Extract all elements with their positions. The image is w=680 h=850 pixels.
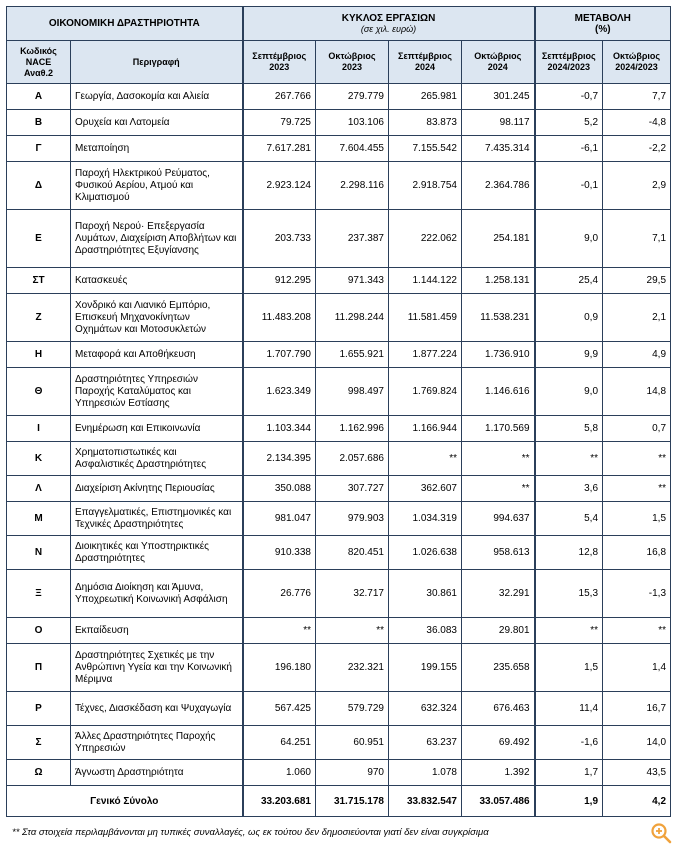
turnover-value: 676.463	[462, 692, 535, 726]
turnover-value: 1.146.616	[462, 368, 535, 416]
change-value: -4,8	[603, 110, 671, 136]
nace-code: Μ	[7, 502, 71, 536]
turnover-value: 7.155.542	[389, 136, 462, 162]
col-header-sep-2023: Σεπτέμβριος 2023	[243, 41, 316, 84]
turnover-value: 971.343	[316, 268, 389, 294]
turnover-value: 1.707.790	[243, 342, 316, 368]
activity-description: Άλλες Δραστηριότητες Παροχής Υπηρεσιών	[71, 726, 243, 760]
change-value: 25,4	[535, 268, 603, 294]
turnover-value: 69.492	[462, 726, 535, 760]
turnover-value: 1.877.224	[389, 342, 462, 368]
nace-code: Π	[7, 644, 71, 692]
activity-description: Μεταποίηση	[71, 136, 243, 162]
change-value: 4,9	[603, 342, 671, 368]
table-row	[7, 294, 671, 342]
nace-code: Λ	[7, 476, 71, 502]
turnover-value: **	[243, 618, 316, 644]
nace-code: Η	[7, 342, 71, 368]
col-header-change-oct: Οκτώβριος 2024/2023	[603, 41, 671, 84]
change-value: 9,0	[535, 368, 603, 416]
activity-description: Επαγγελματικές, Επιστημονικές και Τεχνικές Δραστηριότητες	[71, 502, 243, 536]
table-row	[7, 726, 671, 760]
nace-code: Δ	[7, 162, 71, 210]
change-value: -0,7	[535, 84, 603, 110]
turnover-value: 237.387	[316, 210, 389, 268]
turnover-value: 11.538.231	[462, 294, 535, 342]
total-label: Γενικό Σύνολο	[7, 786, 243, 817]
change-value: 16,8	[603, 536, 671, 570]
change-value: 29,5	[603, 268, 671, 294]
nace-code: Ξ	[7, 570, 71, 618]
activity-description: Χονδρικό και Λιανικό Εμπόριο, Επισκευή Μηχανοκίνητων Οχημάτων και Μοτοσυκλετών	[71, 294, 243, 342]
turnover-value: 196.180	[243, 644, 316, 692]
nace-code: Κ	[7, 442, 71, 476]
change-value: 5,4	[535, 502, 603, 536]
total-value: 33.832.547	[389, 786, 462, 817]
turnover-value: 83.873	[389, 110, 462, 136]
turnover-value: 632.324	[389, 692, 462, 726]
change-value: 0,7	[603, 416, 671, 442]
turnover-title: ΚΥΚΛΟΣ ΕΡΓΑΣΙΩΝ	[341, 13, 436, 24]
total-change: 4,2	[603, 786, 671, 817]
nace-code: Ζ	[7, 294, 71, 342]
table-row	[7, 342, 671, 368]
turnover-value: 199.155	[389, 644, 462, 692]
turnover-value: 2.923.124	[243, 162, 316, 210]
change-value: **	[603, 442, 671, 476]
turnover-value: 79.725	[243, 110, 316, 136]
table-row	[7, 502, 671, 536]
turnover-value: 981.047	[243, 502, 316, 536]
change-value: **	[603, 618, 671, 644]
turnover-value: 11.298.244	[316, 294, 389, 342]
turnover-value: 2.057.686	[316, 442, 389, 476]
nace-code: Ω	[7, 760, 71, 786]
nace-code: Ε	[7, 210, 71, 268]
change-value: 1,5	[535, 644, 603, 692]
turnover-value: **	[462, 442, 535, 476]
activity-description: Παροχή Νερού· Επεξεργασία Λυμάτων, Διαχείριση Αποβλήτων και Δραστηριότητες Εξυγίανσης	[71, 210, 243, 268]
table-body	[7, 84, 671, 786]
nace-code: ΣΤ	[7, 268, 71, 294]
nace-code: Α	[7, 84, 71, 110]
activity-description: Δραστηριότητες Σχετικές με την Ανθρώπινη Υγεία και την Κοινωνική Μέριμνα	[71, 644, 243, 692]
activity-description: Δραστηριότητες Υπηρεσιών Παροχής Καταλύματος και Υπηρεσιών Εστίασης	[71, 368, 243, 416]
turnover-value: 254.181	[462, 210, 535, 268]
change-value: 1,7	[535, 760, 603, 786]
turnover-value: 103.106	[316, 110, 389, 136]
change-value: **	[535, 618, 603, 644]
turnover-value: 222.062	[389, 210, 462, 268]
activity-description: Παροχή Ηλεκτρικού Ρεύματος, Φυσικού Αερίου, Ατμού και Κλιματισμού	[71, 162, 243, 210]
table-row	[7, 476, 671, 502]
change-value: -0,1	[535, 162, 603, 210]
table-row	[7, 84, 671, 110]
turnover-value: 7.435.314	[462, 136, 535, 162]
turnover-value: 29.801	[462, 618, 535, 644]
code-col-header: Κωδικός NACE Αναθ.2	[7, 41, 71, 84]
turnover-value: 979.903	[316, 502, 389, 536]
change-value: 7,7	[603, 84, 671, 110]
change-value: **	[603, 476, 671, 502]
turnover-value: 1.162.996	[316, 416, 389, 442]
turnover-value: 998.497	[316, 368, 389, 416]
col-header-sep-2024: Σεπτέμβριος 2024	[389, 41, 462, 84]
table-row	[7, 110, 671, 136]
nace-code: Ν	[7, 536, 71, 570]
activity-description: Μεταφορά και Αποθήκευση	[71, 342, 243, 368]
activity-description: Άγνωστη Δραστηριότητα	[71, 760, 243, 786]
activity-header: ΟΙΚΟΝΟΜΙΚΗ ΔΡΑΣΤΗΡΙΟΤΗΤΑ	[7, 7, 243, 41]
change-value: 2,1	[603, 294, 671, 342]
turnover-value: 30.861	[389, 570, 462, 618]
change-unit: (%)	[594, 23, 611, 35]
col-header-oct-2023: Οκτώβριος 2023	[316, 41, 389, 84]
total-value: 31.715.178	[316, 786, 389, 817]
nace-code: Ρ	[7, 692, 71, 726]
turnover-value: 1.144.122	[389, 268, 462, 294]
activity-description: Τέχνες, Διασκέδαση και Ψυχαγωγία	[71, 692, 243, 726]
turnover-value: 7.617.281	[243, 136, 316, 162]
change-value: 43,5	[603, 760, 671, 786]
change-value: 5,2	[535, 110, 603, 136]
change-value: 14,8	[603, 368, 671, 416]
turnover-value: 32.717	[316, 570, 389, 618]
total-value: 33.203.681	[243, 786, 316, 817]
change-value: 2,9	[603, 162, 671, 210]
turnover-value: 232.321	[316, 644, 389, 692]
turnover-value: 1.034.319	[389, 502, 462, 536]
turnover-value: 64.251	[243, 726, 316, 760]
turnover-value: 36.083	[389, 618, 462, 644]
turnover-value: 912.295	[243, 268, 316, 294]
activity-description: Χρηματοπιστωτικές και Ασφαλιστικές Δραστηριότητες	[71, 442, 243, 476]
nace-code: Θ	[7, 368, 71, 416]
activity-description: Γεωργία, Δασοκομία και Αλιεία	[71, 84, 243, 110]
table-row	[7, 570, 671, 618]
turnover-unit: (σε χιλ. ευρώ)	[360, 24, 417, 34]
table-row	[7, 760, 671, 786]
zoom-in-icon[interactable]	[650, 822, 672, 844]
turnover-value: 265.981	[389, 84, 462, 110]
turnover-value: 1.736.910	[462, 342, 535, 368]
change-value: 12,8	[535, 536, 603, 570]
total-row	[7, 786, 671, 817]
nace-code: Β	[7, 110, 71, 136]
change-value: 11,4	[535, 692, 603, 726]
nace-code: Ι	[7, 416, 71, 442]
total-change: 1,9	[535, 786, 603, 817]
table-row	[7, 162, 671, 210]
turnover-value: 350.088	[243, 476, 316, 502]
turnover-value: 32.291	[462, 570, 535, 618]
change-value: 1,5	[603, 502, 671, 536]
turnover-value: 26.776	[243, 570, 316, 618]
change-value: -1,3	[603, 570, 671, 618]
turnover-value: 2.298.116	[316, 162, 389, 210]
turnover-value: 2.134.395	[243, 442, 316, 476]
turnover-value: 235.658	[462, 644, 535, 692]
turnover-value: 1.170.569	[462, 416, 535, 442]
col-header-change-sep: Σεπτέμβριος 2024/2023	[535, 41, 603, 84]
turnover-value: 1.769.824	[389, 368, 462, 416]
turnover-value: 567.425	[243, 692, 316, 726]
turnover-value: 1.392	[462, 760, 535, 786]
change-value: 7,1	[603, 210, 671, 268]
turnover-value: 970	[316, 760, 389, 786]
turnover-value: 362.607	[389, 476, 462, 502]
change-value: -2,2	[603, 136, 671, 162]
table-row	[7, 644, 671, 692]
activity-description: Κατασκευές	[71, 268, 243, 294]
nace-code: Σ	[7, 726, 71, 760]
turnover-value: 307.727	[316, 476, 389, 502]
activity-description: Ενημέρωση και Επικοινωνία	[71, 416, 243, 442]
turnover-value: 11.581.459	[389, 294, 462, 342]
change-title: ΜΕΤΑΒΟΛΗ	[574, 12, 631, 24]
turnover-value: 1.060	[243, 760, 316, 786]
turnover-value: 203.733	[243, 210, 316, 268]
change-value: 1,4	[603, 644, 671, 692]
table-row	[7, 416, 671, 442]
turnover-value: 2.918.754	[389, 162, 462, 210]
turnover-header	[243, 7, 535, 41]
turnover-value: 1.026.638	[389, 536, 462, 570]
change-value: 9,9	[535, 342, 603, 368]
turnover-value: 301.245	[462, 84, 535, 110]
turnover-value: 579.729	[316, 692, 389, 726]
table-row	[7, 536, 671, 570]
change-value: -6,1	[535, 136, 603, 162]
change-value: 15,3	[535, 570, 603, 618]
change-value: 0,9	[535, 294, 603, 342]
activity-description: Διαχείριση Ακίνητης Περιουσίας	[71, 476, 243, 502]
turnover-value: 820.451	[316, 536, 389, 570]
turnover-value: 1.166.944	[389, 416, 462, 442]
activity-description: Εκπαίδευση	[71, 618, 243, 644]
description-col-header: Περιγραφή	[71, 41, 243, 84]
turnover-value: 1.655.921	[316, 342, 389, 368]
change-value: 5,8	[535, 416, 603, 442]
turnover-value: 994.637	[462, 502, 535, 536]
activity-description: Διοικητικές και Υποστηρικτικές Δραστηριότητες	[71, 536, 243, 570]
footnote: ** Στα στοιχεία περιλαμβάνονται μη τυπικές συναλλαγές, ως εκ τούτου δεν δημοσιεύονται γιατί δεν είναι συγκρίσιμα	[12, 827, 489, 838]
turnover-value: 98.117	[462, 110, 535, 136]
turnover-value: 279.779	[316, 84, 389, 110]
table-row	[7, 210, 671, 268]
turnover-value: 267.766	[243, 84, 316, 110]
change-value: **	[535, 442, 603, 476]
total-value: 33.057.486	[462, 786, 535, 817]
turnover-table	[6, 6, 671, 817]
table-row	[7, 136, 671, 162]
turnover-value: 1.258.131	[462, 268, 535, 294]
turnover-value: 1.103.344	[243, 416, 316, 442]
table-row	[7, 268, 671, 294]
nace-code: Γ	[7, 136, 71, 162]
turnover-value: **	[389, 442, 462, 476]
nace-code: Ο	[7, 618, 71, 644]
change-header	[535, 7, 671, 41]
change-value: 3,6	[535, 476, 603, 502]
change-value: 9,0	[535, 210, 603, 268]
col-header-oct-2024: Οκτώβριος 2024	[462, 41, 535, 84]
change-value: -1,6	[535, 726, 603, 760]
activity-description: Δημόσια Διοίκηση και Άμυνα, Υποχρεωτική Κοινωνική Ασφάλιση	[71, 570, 243, 618]
table-row	[7, 442, 671, 476]
table-row	[7, 618, 671, 644]
change-value: 16,7	[603, 692, 671, 726]
turnover-value: 1.623.349	[243, 368, 316, 416]
turnover-value: 63.237	[389, 726, 462, 760]
activity-description: Ορυχεία και Λατομεία	[71, 110, 243, 136]
change-value: 14,0	[603, 726, 671, 760]
table-row	[7, 692, 671, 726]
turnover-value: **	[462, 476, 535, 502]
turnover-value: 958.613	[462, 536, 535, 570]
turnover-value: **	[316, 618, 389, 644]
turnover-value: 60.951	[316, 726, 389, 760]
turnover-value: 7.604.455	[316, 136, 389, 162]
turnover-value: 2.364.786	[462, 162, 535, 210]
turnover-value: 910.338	[243, 536, 316, 570]
table-row	[7, 368, 671, 416]
turnover-value: 1.078	[389, 760, 462, 786]
turnover-value: 11.483.208	[243, 294, 316, 342]
